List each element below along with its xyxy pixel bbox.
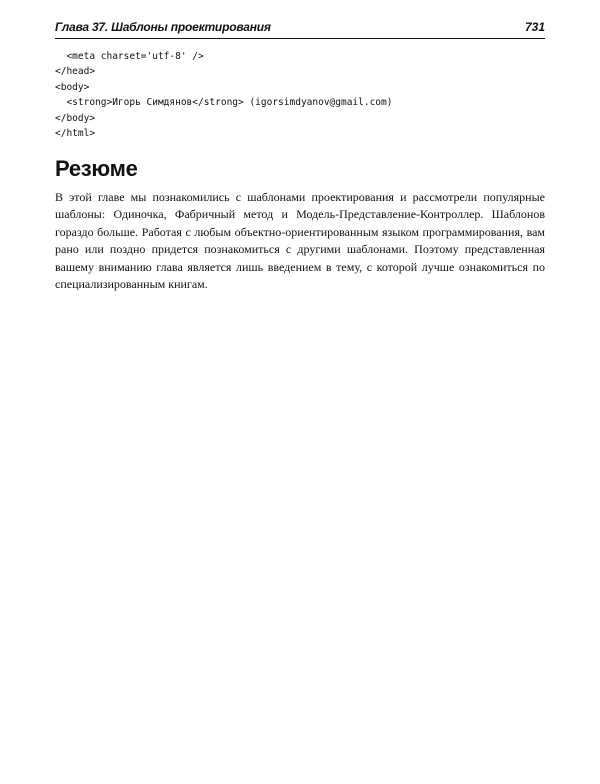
- code-line: </body>: [55, 112, 96, 124]
- running-header-title: Глава 37. Шаблоны проектирования: [55, 20, 271, 34]
- section-heading: Резюме: [55, 156, 138, 181]
- code-line: <body>: [55, 81, 90, 93]
- summary-paragraph: В этой главе мы познакомились с шаблонами проектирования и рассмотрели популярные шаблоны: Одиночка, Фабричный метод и Модель-Представление-Контроллер. Шаблонов гораздо больше. Работая с любым объектно-ориентированным языком программирования, вам рано или поздно придется познакомиться с другими шаблонами. Поэтому представленная вашему вниманию глава является лишь введением в тему, с которой лучше ознакомиться по специализированным книгам.: [55, 190, 545, 292]
- page-number: 731: [524, 20, 545, 34]
- code-line: </html>: [55, 128, 96, 140]
- code-line: </head>: [55, 66, 96, 78]
- code-line: <meta charset='utf-8' />: [55, 51, 204, 62]
- code-line: <strong>Игорь Симдянов</strong> (igorsimdyanov@gmail.com): [55, 97, 393, 109]
- page-header: [55, 20, 545, 38]
- code-listing: [55, 49, 392, 141]
- header-divider: [55, 38, 545, 39]
